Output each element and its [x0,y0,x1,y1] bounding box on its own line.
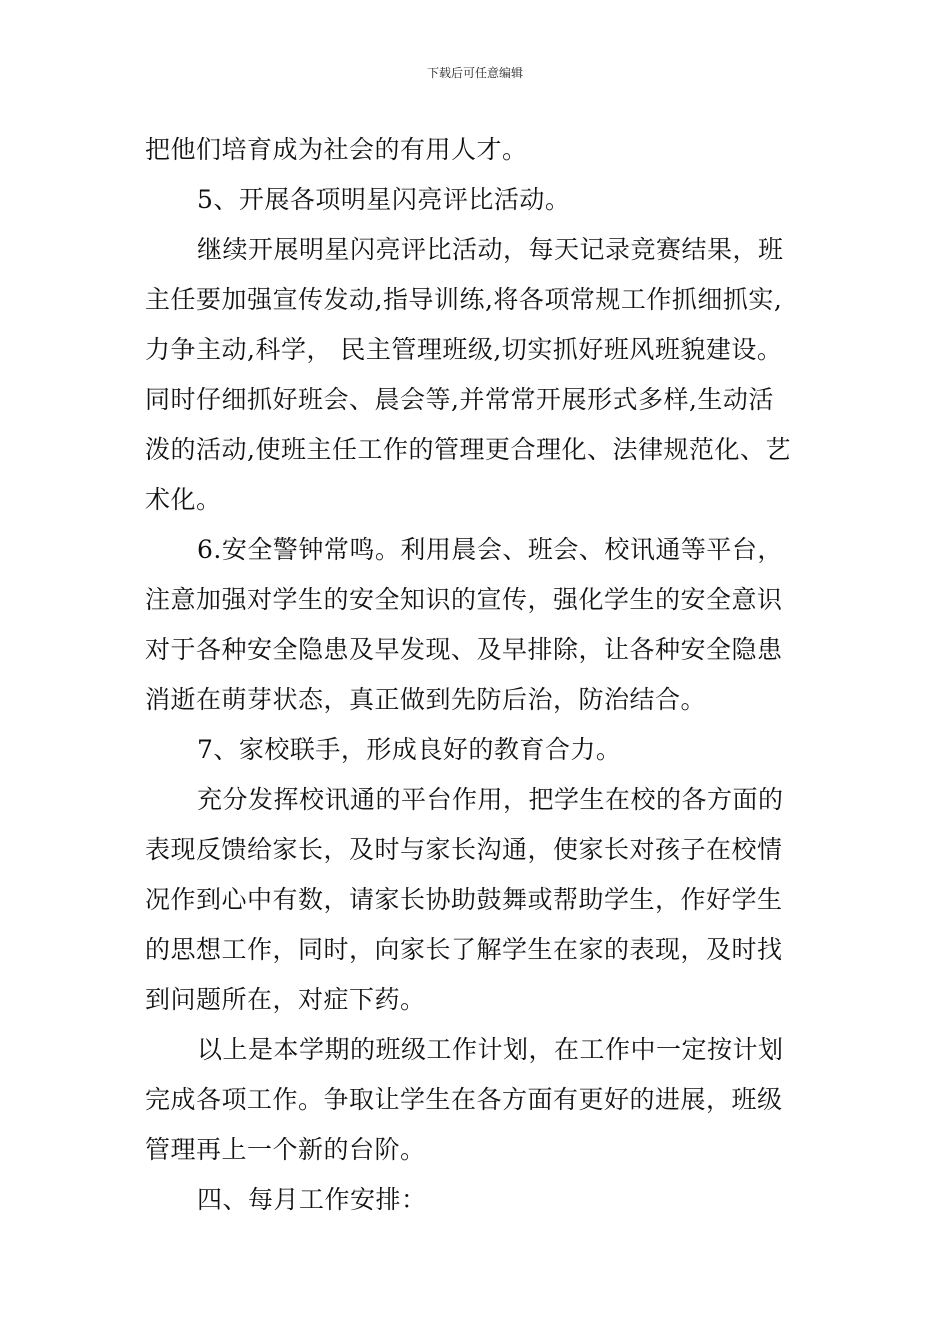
body-line: 主任要加强宣传发动,指导训练,将各项常规工作抓细抓实, [145,285,783,314]
body-line: 注意加强对学生的安全知识的宣传，强化学生的安全意识 [145,585,783,614]
body-line: 况作到心中有数，请家长协助鼓舞或帮助学生，作好学生 [145,885,783,914]
body-line: 表现反馈给家长，及时与家长沟通，使家长对孩子在校情 [145,835,783,864]
body-line: 管理再上一个新的台阶。 [145,1135,426,1164]
page-header: 下载后可任意编辑 [426,66,523,80]
body-line: 把他们培育成为社会的有用人才。 [145,135,528,164]
body-line: 充分发挥校讯通的平台作用，把学生在校的各方面的 [197,785,784,814]
body-line: 6.安全警钟常鸣。利用晨会、班会、校讯通等平台， [197,535,783,564]
body-line: 对于各种安全隐患及早发现、及早排除，让各种安全隐患 [145,635,783,664]
body-line: 的思想工作，同时，向家长了解学生在家的表现，及时找 [145,935,783,964]
body-line: 同时仔细抓好班会、晨会等,并常常开展形式多样,生动活 [145,385,774,414]
body-line: 力争主动,科学， 民主管理班级,切实抓好班风班貌建设。 [145,335,783,364]
body-line: 到问题所在，对症下药。 [145,985,426,1014]
body-line: 继续开展明星闪亮评比活动，每天记录竞赛结果，班 [197,235,784,264]
section-heading: 7、家校联手，形成良好的教育合力。 [197,735,622,764]
body-line: 术化。 [145,485,222,514]
section-heading: 四、每月工作安排： [197,1185,427,1214]
body-line: 泼的活动,使班主任工作的管理更合理化、法律规范化、艺 [145,435,791,464]
body-line: 以上是本学期的班级工作计划，在工作中一定按计划 [197,1035,784,1064]
section-heading: 5、开展各项明星闪亮评比活动。 [197,185,571,214]
body-line: 消逝在萌芽状态，真正做到先防后治，防治结合。 [145,685,707,714]
body-line: 完成各项工作。争取让学生在各方面有更好的进展，班级 [145,1085,783,1114]
